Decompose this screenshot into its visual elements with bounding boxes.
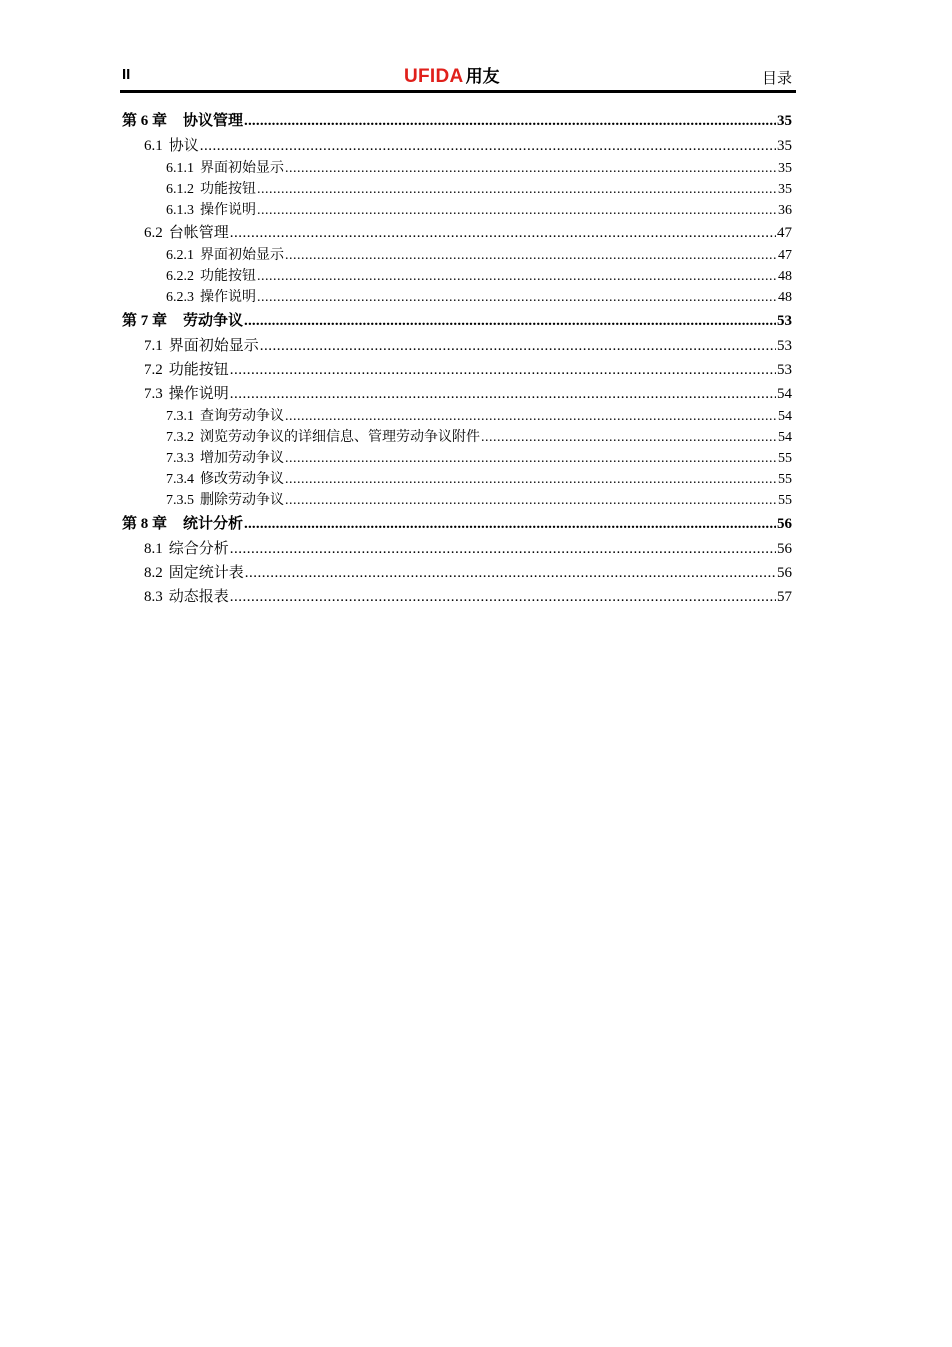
toc-entry-page: 54 [777,386,792,402]
toc-entry-number: 7.3 [144,386,163,402]
toc-entry[interactable] [120,469,792,490]
toc-entry-number: 7.1 [144,338,163,354]
toc-entry-page: 54 [778,409,792,424]
toc-entry-number: 第 7 章 [122,313,168,329]
toc-entry-title: 固定统计表 [168,565,244,581]
toc-entry[interactable] [120,287,792,308]
toc-dot-leader [257,266,777,287]
toc-entry-page: 35 [777,113,792,129]
toc-entry-number: 6.2.3 [166,290,194,305]
toc-chapter-entry[interactable] [120,308,792,334]
toc-dot-leader [285,469,777,490]
toc-entry-title: 浏览劳动争议的详细信息、管理劳动争议附件 [200,430,480,445]
toc-entry-number: 6.2 [144,225,163,241]
toc-entry[interactable] [120,490,792,511]
toc-entry[interactable] [120,266,792,287]
logo-chinese-text: 用友 [465,67,500,87]
toc-entry-number: 7.3.3 [166,451,194,466]
page-number: II [122,66,131,83]
toc-entry-page: 56 [777,565,792,581]
toc-entry-title: 修改劳动争议 [200,472,284,487]
toc-entry-page: 35 [778,161,792,176]
toc-entry-page: 55 [778,451,792,466]
toc-dot-leader [257,287,777,308]
toc-entry-number: 7.2 [144,362,163,378]
section-title: 目录 [761,71,792,87]
ufida-logo [404,62,500,88]
toc-entry-number: 7.3.4 [166,472,194,487]
toc-entry-page: 35 [777,138,792,154]
toc-dot-leader [230,221,776,245]
toc-entry-title: 协议 [168,138,199,154]
toc-dot-leader [257,179,777,200]
toc-dot-leader [285,406,777,427]
toc-dot-leader [244,511,776,537]
toc-entry-title: 增加劳动争议 [200,451,284,466]
toc-entry-title: 综合分析 [168,541,229,557]
toc-entry-number: 6.1 [144,138,163,154]
toc-entry[interactable] [120,585,792,609]
toc-entry-number: 8.1 [144,541,163,557]
toc-entry-page: 55 [778,472,792,487]
toc-entry-page: 48 [778,269,792,284]
toc-dot-leader [244,308,776,334]
toc-entry[interactable] [120,221,792,245]
toc-entry-number: 7.3.5 [166,493,194,508]
toc-entry[interactable] [120,134,792,158]
toc-entry[interactable] [120,406,792,427]
toc-dot-leader [200,134,776,158]
toc-dot-leader [245,561,776,585]
toc-entry-number: 7.3.1 [166,409,194,424]
toc-entry-title: 劳动争议 [183,313,244,329]
toc-entry[interactable] [120,427,792,448]
toc-entry[interactable] [120,245,792,266]
toc-entry-title: 功能按钮 [200,269,256,284]
toc-entry-title: 动态报表 [168,589,229,605]
toc-dot-leader [244,108,776,134]
table-of-contents [120,108,792,609]
toc-entry[interactable] [120,561,792,585]
toc-entry-page: 56 [777,541,792,557]
toc-entry-page: 53 [777,362,792,378]
toc-entry-title: 协议管理 [183,113,244,129]
toc-entry[interactable] [120,158,792,179]
toc-entry-title: 操作说明 [200,203,256,218]
toc-entry-page: 56 [777,516,792,532]
toc-entry-title: 界面初始显示 [168,338,259,354]
toc-entry[interactable] [120,200,792,221]
logo-latin-text: UFIDA [404,66,464,87]
toc-entry-page: 47 [777,225,792,241]
toc-dot-leader [285,158,777,179]
toc-entry-number: 6.1.3 [166,203,194,218]
toc-entry-page: 35 [778,182,792,197]
toc-dot-leader [230,585,776,609]
toc-entry-number: 6.2.1 [166,248,194,263]
toc-entry[interactable] [120,358,792,382]
toc-entry-page: 47 [778,248,792,263]
toc-entry-title: 操作说明 [200,290,256,305]
toc-entry-title: 界面初始显示 [200,248,284,263]
toc-entry[interactable] [120,448,792,469]
toc-chapter-entry[interactable] [120,108,792,134]
toc-entry[interactable] [120,382,792,406]
toc-chapter-entry[interactable] [120,511,792,537]
toc-entry-page: 36 [778,203,792,218]
toc-entry-page: 57 [777,589,792,605]
page-header [120,60,796,93]
toc-entry-number: 6.1.1 [166,161,194,176]
toc-entry-page: 48 [778,290,792,305]
toc-dot-leader [230,382,776,406]
toc-entry-title: 界面初始显示 [200,161,284,176]
toc-entry-number: 8.2 [144,565,163,581]
toc-entry-number: 7.3.2 [166,430,194,445]
toc-entry-title: 操作说明 [168,386,229,402]
toc-entry-title: 查询劳动争议 [200,409,284,424]
toc-dot-leader [230,537,776,561]
toc-entry[interactable] [120,334,792,358]
toc-entry-title: 功能按钮 [200,182,256,197]
toc-entry-page: 54 [778,430,792,445]
toc-dot-leader [230,358,776,382]
toc-dot-leader [257,200,777,221]
toc-entry-title: 删除劳动争议 [200,493,284,508]
toc-entry-number: 6.1.2 [166,182,194,197]
toc-dot-leader [285,448,777,469]
toc-entry-title: 台帐管理 [168,225,229,241]
toc-entry-number: 第 6 章 [122,113,168,129]
toc-entry-title: 功能按钮 [168,362,229,378]
toc-entry-page: 55 [778,493,792,508]
toc-dot-leader [260,334,776,358]
toc-dot-leader [285,490,777,511]
toc-entry-page: 53 [777,313,792,329]
toc-dot-leader [285,245,777,266]
toc-entry-number: 6.2.2 [166,269,194,284]
toc-entry[interactable] [120,537,792,561]
toc-entry-number: 8.3 [144,589,163,605]
toc-entry-title: 统计分析 [183,516,244,532]
toc-entry[interactable] [120,179,792,200]
toc-dot-leader [481,427,777,448]
toc-entry-page: 53 [777,338,792,354]
toc-entry-number: 第 8 章 [122,516,168,532]
